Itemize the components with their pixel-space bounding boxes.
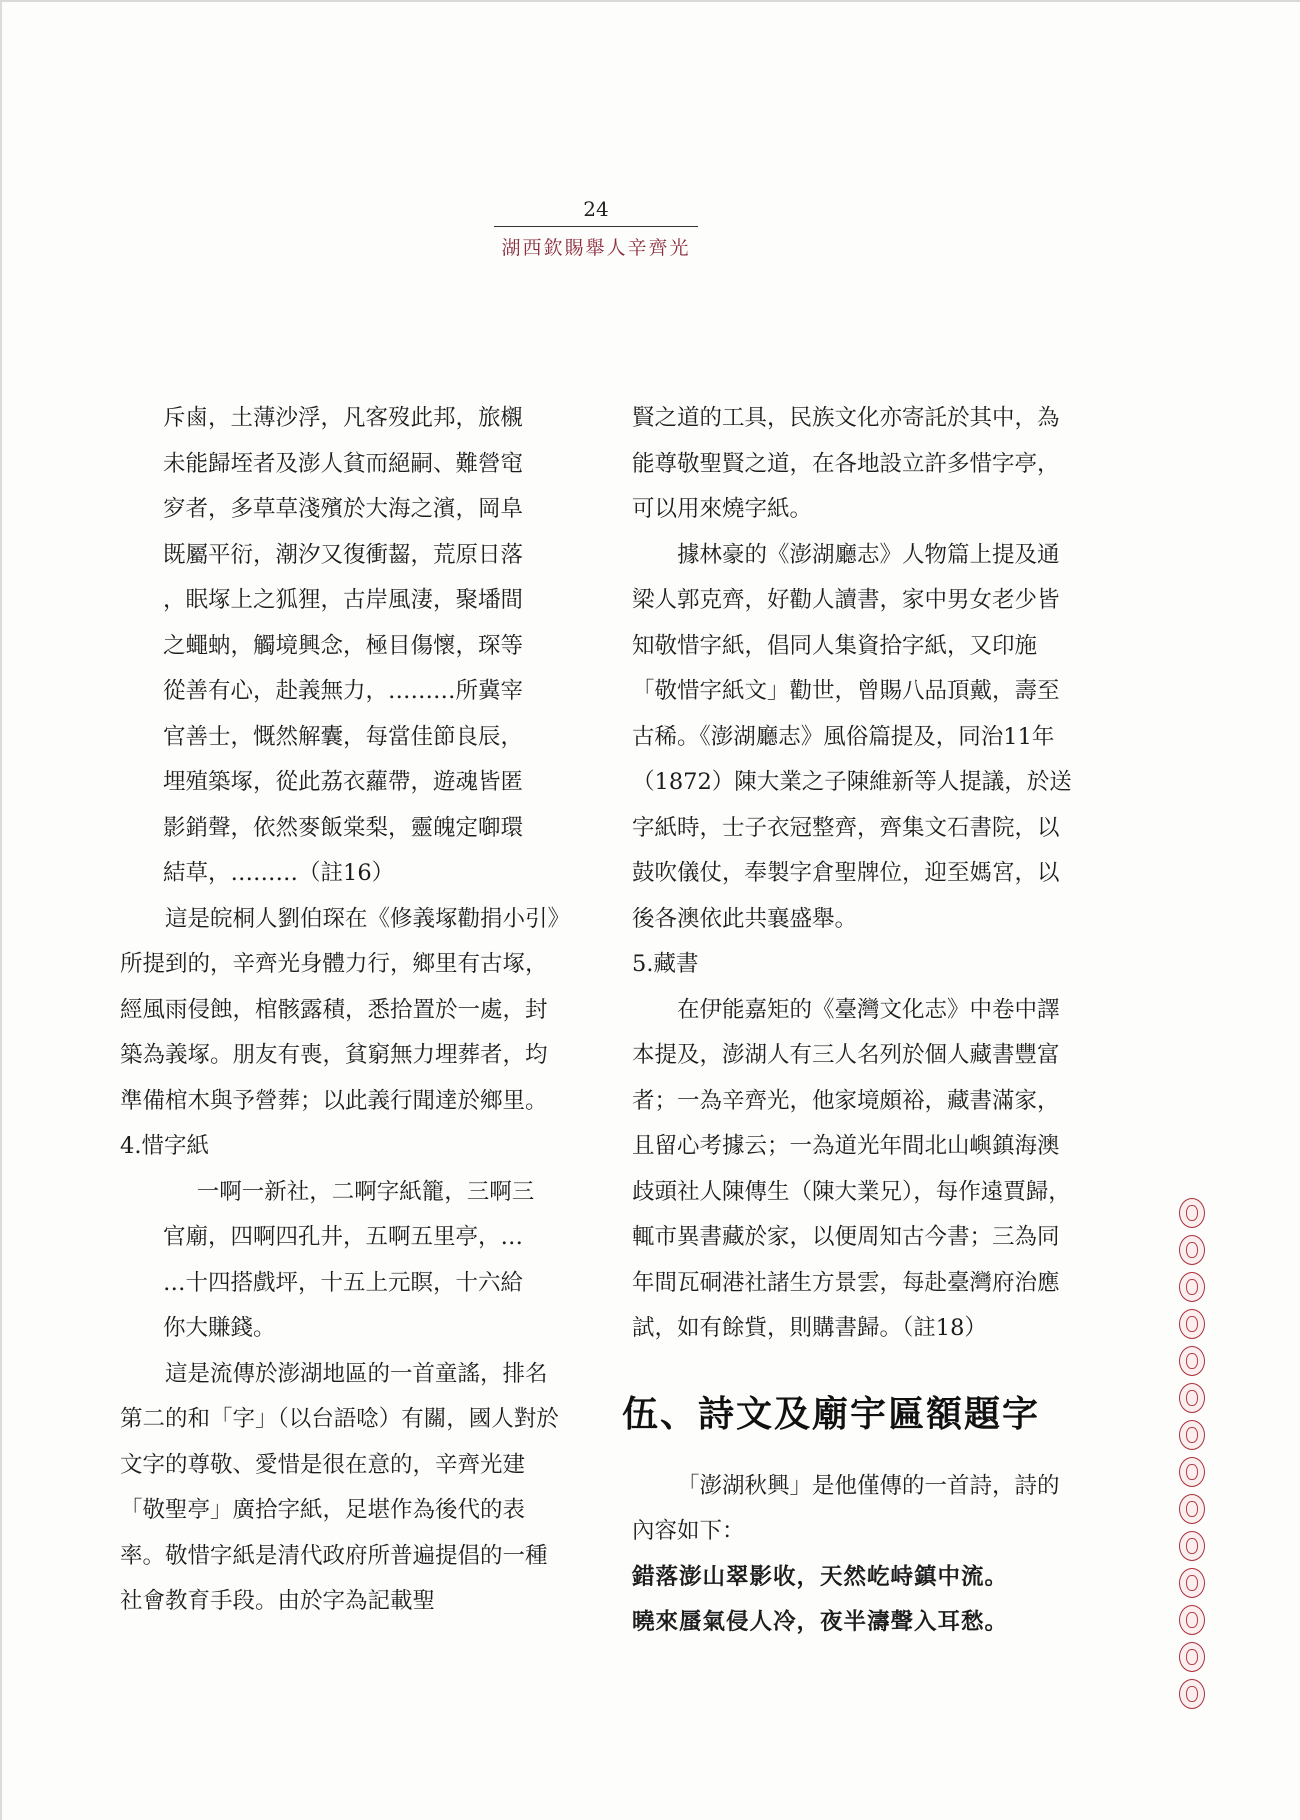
quote-line: 你大賺錢。 (163, 1315, 276, 1341)
seal-inner-mark (1186, 1390, 1198, 1406)
quote-line: 穸者，多草草淺殯於大海之濱，岡阜 (163, 496, 524, 522)
seal-ornament-icon (1179, 1568, 1205, 1598)
paragraph-poem-intro: 「澎湖秋興」是他僅傳的一首詩，詩的內容如下： (632, 1472, 1060, 1544)
poem-line: 曉來蜃氣侵人冷，夜半濤聲入耳愁。 (632, 1609, 1009, 1635)
quote-line: ，眠塚上之狐狸，古岸風淒，聚墦間 (163, 587, 524, 613)
seal-inner-mark (1186, 1205, 1198, 1221)
seal-inner-mark (1186, 1501, 1198, 1517)
quote-line: 官善士，慨然解囊，每當佳節良辰， (163, 723, 524, 750)
seal-ornament-icon (1179, 1420, 1205, 1450)
paragraph-continuation: 賢之道的工具，民族文化亦寄託於其中，為能尊敬聖賢之道，在各地設立許多惜字亭，可以用來燒字紙。 (632, 405, 1060, 522)
header-rule (494, 226, 698, 227)
seal-inner-mark (1186, 1279, 1198, 1295)
page-number: 24 (583, 197, 609, 221)
subheading-book-collection: 5.藏書 (632, 951, 699, 977)
running-title: 湖西欽賜舉人辛齊光 (501, 237, 691, 259)
seal-inner-mark (1186, 1686, 1198, 1702)
seal-ornament-icon (1179, 1457, 1205, 1487)
seal-inner-mark (1186, 1649, 1198, 1665)
seal-inner-mark (1186, 1612, 1198, 1628)
seal-ornament-icon (1179, 1679, 1205, 1709)
quote-nursery-rhyme (120, 1170, 560, 1352)
quote-line: 官廟，四啊四孔井，五啊五里亭，… (163, 1224, 524, 1250)
paragraph-charity-tomb: 這是皖桐人劉伯琛在《修義塚勸捐小引》所提到的，辛齊光身體力行，鄉里有古塚，經風雨侵蝕，棺骸露積，悉拾置於一處，封築為義塚。朋友有喪，貧窮無力埋葬者，均準備棺木與予營葬；以此義行聞達於鄉里。 (120, 905, 559, 1114)
seal-ornament-icon (1179, 1383, 1205, 1413)
seal-ornament-strip (1178, 1198, 1208, 1716)
quote-line: …十四搭戲坪，十五上元瞑，十六給 (163, 1269, 524, 1296)
quote-line: 既屬平衍，潮汐又復衝齧，荒原日落 (163, 541, 524, 568)
quote-line: 一啊一新社，二啊字紙籠，三啊三 (196, 1178, 535, 1205)
poem-line: 錯落澎山翠影收，天然屹峙鎮中流。 (632, 1563, 1009, 1590)
seal-ornament-icon (1179, 1198, 1205, 1228)
quote-line: 埋殖築塚，從此荔衣蘿帶，遊魂皆匿 (163, 769, 524, 795)
seal-ornament-icon (1179, 1494, 1205, 1524)
paragraph-gazetteer: 據林豪的《澎湖廳志》人物篇上提及通梁人郭克齊，好勸人讀書，家中男女老少皆知敬惜字紙，倡同人集資拾字紙，又印施「敬惜字紙文」勸世，曾賜八品頂戴，壽至古稀。《澎湖廳志》風俗篇提及，同治11年（1872）陳大業之子陳維新等人提議，於送字紙時，士子衣冠整齊，齊集文石書院，以鼓吹儀仗，奉製字倉聖牌位，迎至媽宮，以後各澳依此共襄盛舉。 (632, 541, 1072, 932)
quote-line: 結草，………（註16） (163, 860, 395, 886)
page-header (494, 196, 698, 260)
right-column (622, 396, 1080, 1646)
seal-inner-mark (1186, 1538, 1198, 1554)
seal-inner-mark (1186, 1353, 1198, 1369)
subheading-cherish-paper: 4.惜字紙 (120, 1133, 209, 1159)
seal-inner-mark (1186, 1242, 1198, 1258)
left-column (120, 396, 560, 1625)
seal-inner-mark (1186, 1316, 1198, 1332)
seal-ornament-icon (1179, 1531, 1205, 1561)
seal-ornament-icon (1179, 1272, 1205, 1302)
quote-line: 斥鹵，土薄沙浮，凡客歿此邦，旅櫬 (163, 405, 524, 431)
seal-inner-mark (1186, 1464, 1198, 1480)
seal-ornament-icon (1179, 1309, 1205, 1339)
quote-line: 未能歸垤者及澎人貧而絕嗣、難營窀 (163, 450, 524, 477)
paragraph-rhyme-explanation: 這是流傳於澎湖地區的一首童謠，排名第二的和「字」（以台語唸）有關，國人對於文字的尊敬、愛惜是很在意的，辛齊光建「敬聖亭」廣拾字紙，足堪作為後代的表率。敬惜字紙是清代政府所普遍提倡的一種社會教育手段。由於字為記載聖 (120, 1360, 559, 1614)
section-heading-poetry: 伍、詩文及廟宇匾額題字 (622, 1392, 1041, 1435)
quote-line: 影銷聲，依然麥飯棠梨，靈魄定啣環 (163, 814, 524, 841)
quote-line: 從善有心，赴義無力，………所冀宰 (163, 678, 524, 704)
seal-inner-mark (1186, 1427, 1198, 1443)
seal-ornament-icon (1179, 1642, 1205, 1672)
seal-inner-mark (1186, 1575, 1198, 1591)
quote-line: 之蠅蚋，觸境興念，極目傷懷，琛等 (163, 632, 524, 659)
seal-ornament-icon (1179, 1346, 1205, 1376)
paragraph-book-collectors: 在伊能嘉矩的《臺灣文化志》中卷中譯本提及，澎湖人有三人名列於個人藏書豐富者；一為辛齊光，他家境頗裕，藏書滿家，且留心考據云；一為道光年間北山嶼鎮海澳歧頭社人陳傳生（陳大業兄），每作遠賈歸，輒市異書藏於家，以便周知古今書；三為同年間瓦硐港社諸生方景雲，每赴臺灣府治應試，如有餘貲，則購書歸。（註18） (632, 996, 1071, 1341)
quote-epitaph (120, 396, 560, 897)
seal-ornament-icon (1179, 1235, 1205, 1265)
seal-ornament-icon (1179, 1605, 1205, 1635)
